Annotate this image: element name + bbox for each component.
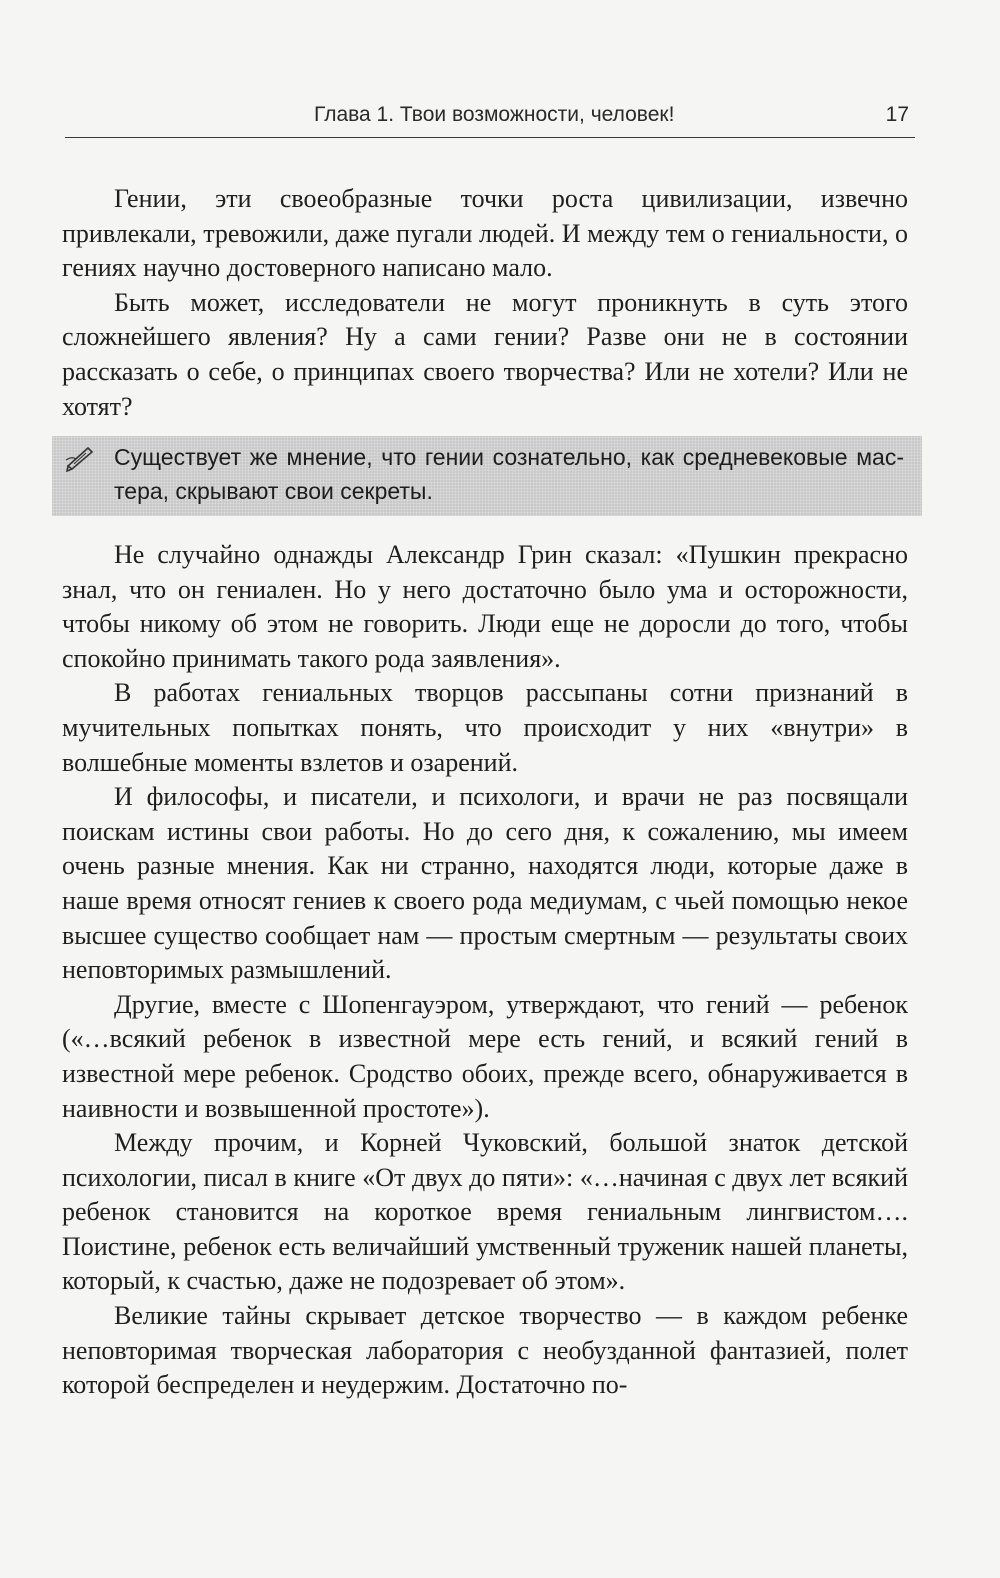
paragraph: И философы, и писатели, и психологи, и врачи не раз посвящали поискам истины свои работы. Но до сего дня, к сожалению, мы имеем очень разные мнения. Как ни странно, находятся люди, которые даже в наше время относят гениев к своего рода медиумам, с чьей помощью некое высшее существо сообщает нам — простым смертным — результаты своих неповторимых размышлений. (62, 782, 908, 985)
paragraph: Гении, эти своеобразные точки роста цивилизации, извечно привлекали, тревожили, даже пугали людей. И между тем о гениальности, о гениях научно достоверного написано мало. (62, 184, 908, 283)
chapter-title: Глава 1. Твои возможности, человек! (314, 103, 675, 126)
paragraph: Между прочим, и Корней Чуковский, большой знаток детской психологии, писал в книге «От двух до пяти»: «…начиная с двух лет всякий ребенок становится на короткое время гениальным лингвистом…. Поистине, ребенок есть величайший умственный труженик нашей планеты, который, к счастью, даже не подозревает об этом». (62, 1128, 908, 1296)
running-header (65, 103, 915, 138)
pen-writing-icon (64, 442, 98, 472)
body-text-main (62, 538, 908, 1403)
page-number: 17 (885, 103, 909, 126)
paragraph: В работах гениальных творцов рассыпаны сотни признаний в мучительных попытках понять, что происходит у них «внутри» в волшебные моменты взлетов и озарений. (62, 678, 908, 777)
callout-box (52, 436, 922, 516)
paragraph: Быть может, исследователи не могут проникнуть в суть этого сложнейшего явления? Ну а сами гении? Разве они не в состоянии рассказать о себе, о принципах своего творчества? Или не хотели? Или не хотят? (62, 287, 908, 421)
body-text-top (62, 182, 908, 424)
paragraph: Не случайно однажды Александр Грин сказал: «Пушкин прекрасно знал, что он гениален. Но у него достаточно было ума и осторожности, чтобы никому об этом не говорить. Люди еще не доросли до того, чтобы спокойно принимать такого рода заявления». (62, 540, 908, 673)
paragraph: Великие тайны скрывает детское творчество — в каждом ребенке неповторимая творческая лаборатория с необузданной фантазией, полет которой беспределен и неудержим. Достаточно по- (62, 1301, 908, 1400)
paragraph: Другие, вместе с Шопенгауэром, утверждают, что гений — ребенок («…всякий ребенок в известной мере есть гений, и всякий гений в известной мере ребенок. Сродство обоих, прежде всего, обнаруживается в наивности и возвышенной простоте»). (62, 989, 908, 1123)
callout-text: Существует же мнение, что гении сознательно, как средневековые мастера, скрывают свои секреты. (114, 444, 904, 504)
